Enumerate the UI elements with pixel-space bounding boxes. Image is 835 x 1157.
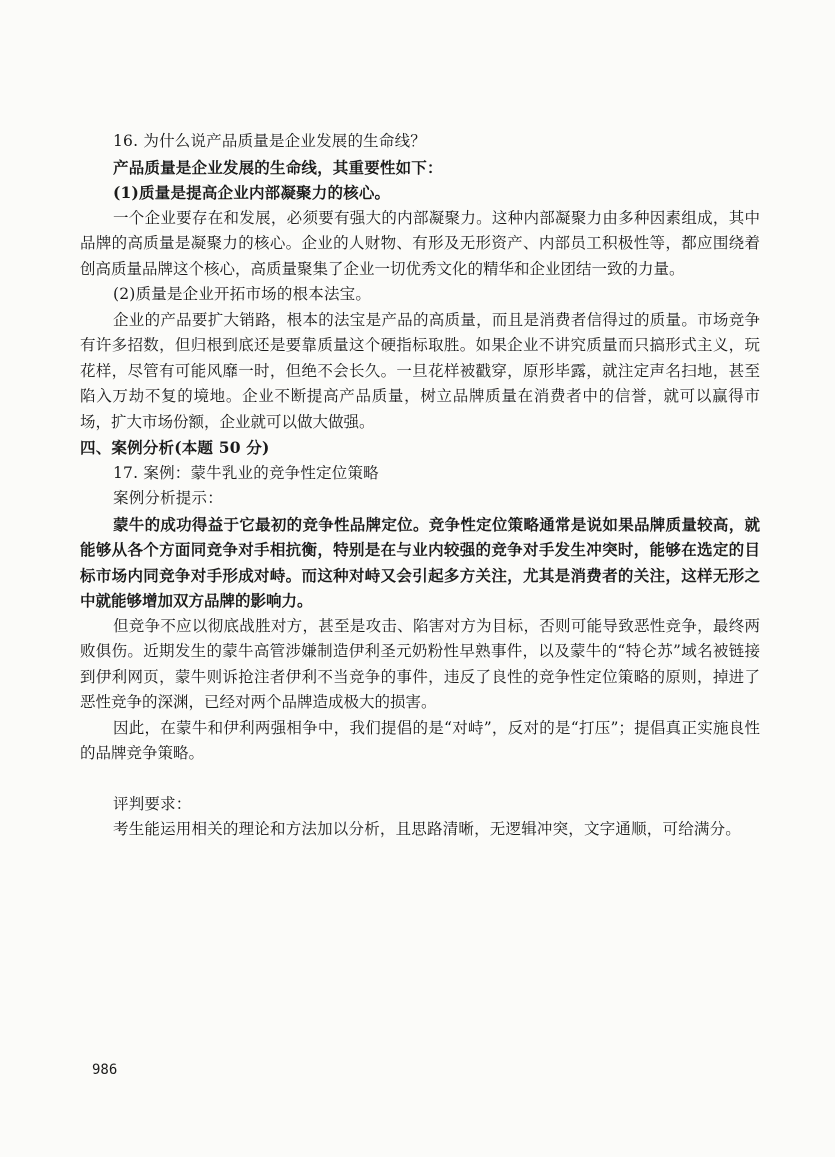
case-hint-label: 案例分析提示： (113, 489, 223, 507)
section-4-heading: 四、案例分析(本题 50 分) (80, 438, 270, 457)
point-1-heading: (1)质量是提高企业内部凝聚力的核心。 (113, 183, 391, 202)
grading-label: 评判要求： (113, 794, 192, 813)
question-16-title: 16. 为什么说产品质量是企业发展的生命线？ (113, 132, 426, 150)
point-1-body: 一个企业要存在和发展，必须要有强大的内部凝聚力。这种内部凝聚力由多种因素组成，其中品牌的高质量是凝聚力的核心。企业的人财物、有形及无形资产、内部员工积极性等，都应围绕着创高质量品牌这个核心，高质量聚集了企业一切优秀文化的精华和企业团结一致的力量。 (80, 208, 760, 278)
page-number: 986 (92, 1062, 118, 1078)
point-2-heading: (2)质量是企业开拓市场的根本法宝。 (113, 285, 372, 303)
grading-text: 考生能运用相关的理论和方法加以分析，且思路清晰，无逻辑冲突，文字通顺，可给满分。 (113, 820, 742, 838)
point-2-body: 企业的产品要扩大销路，根本的法宝是产品的高质量，而且是消费者信得过的质量。市场竞争有许多招数，但归根到底还是要靠质量这个硬指标取胜。如果企业不讲究质量而只搞形式主义，玩花样，尽管有可能风靡一时，但绝不会长久。一旦花样被戳穿，原形毕露，就注定声名扫地，甚至陷入万劫不复的境地。企业不断提高产品质量，树立品牌质量在消费者中的信誉，就可以赢得市场，扩大市场份额，企业就可以做大做强。 (80, 310, 760, 431)
page-content (80, 129, 760, 843)
case-paragraph-3: 因此，在蒙牛和伊利两强相争中，我们提倡的是“对峙”，反对的是“打压”；提倡真正实施良性的品牌竞争策略。 (80, 718, 760, 762)
case-paragraph-1: 蒙牛的成功得益于它最初的竞争性品牌定位。竞争性定位策略通常是说如果品牌质量较高，就能够从各个方面同竞争对手相抗衡，特别是在与业内较强的竞争对手发生冲突时，能够在选定的目标市场内同竞争对手形成对峙。而这种对峙又会引起多方关注，尤其是消费者的关注，这样无形之中就能够增加双方品牌的影响力。 (80, 514, 760, 610)
case-paragraph-2: 但竞争不应以彻底战胜对方，甚至是攻击、陷害对方为目标，否则可能导致恶性竞争，最终两败俱伤。近期发生的蒙牛高管涉嫌制造伊利圣元奶粉性早熟事件，以及蒙牛的“特仑苏”域名被链接到伊利网页，蒙牛则诉抢注者伊利不当竞争的事件，违反了良性的竞争性定位策略的原则，掉进了恶性竞争的深渊，已经对两个品牌造成极大的损害。 (80, 616, 760, 711)
question-16-intro: 产品质量是企业发展的生命线，其重要性如下： (113, 157, 443, 177)
spacer (80, 767, 760, 792)
question-17-title: 17. 案例：蒙牛乳业的竞争性定位策略 (113, 463, 379, 482)
